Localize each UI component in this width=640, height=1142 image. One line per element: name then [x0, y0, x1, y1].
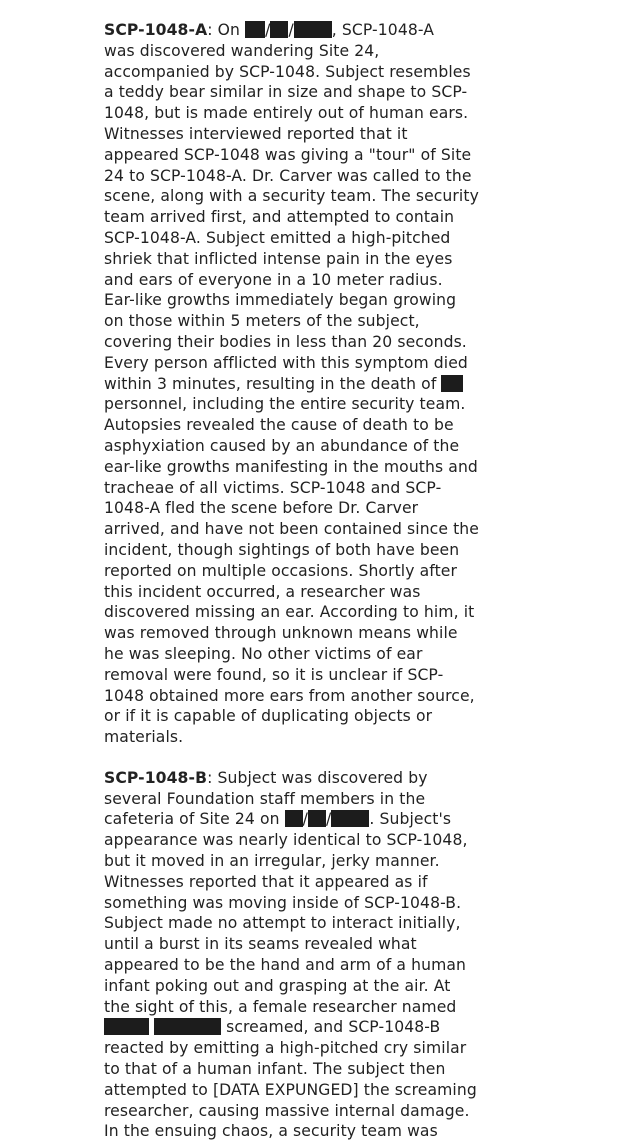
text-run: but it moved in an irregular, jerky manner.: [104, 852, 440, 871]
text-line: [104, 789, 484, 810]
text-line: [104, 415, 484, 436]
text-run: Autopsies revealed the cause of death to be: [104, 416, 454, 435]
text-run: asphyxiation caused by an abundance of the: [104, 436, 460, 455]
redaction-bar: [441, 375, 463, 392]
text-run: personnel, including the entire security team.: [104, 395, 466, 414]
text-line: [104, 686, 484, 707]
text-line: [104, 20, 484, 41]
document-page: [104, 20, 484, 1142]
text-run: he was sleeping. No other victims of ear: [104, 644, 423, 663]
text-run: or if it is capable of duplicating objects or: [104, 707, 433, 726]
text-run: removal were found, so it is unclear if SCP-: [104, 665, 444, 684]
entry-label: SCP-1048-B: [104, 768, 208, 787]
text-run: ear-like growths manifesting in the mouths and: [104, 457, 478, 476]
text-run: shriek that inflicted intense pain in the eyes: [104, 249, 453, 268]
redaction-bar: [294, 21, 332, 38]
text-line: [104, 498, 484, 519]
text-run: 1048-A fled the scene before Dr. Carver: [104, 499, 419, 518]
text-line: [104, 124, 484, 145]
text-run: reacted by emitting a high-pitched cry similar: [104, 1039, 467, 1058]
text-run: reported on multiple occasions. Shortly after: [104, 561, 458, 580]
redaction-bar: [154, 1018, 221, 1035]
text-run: Witnesses interviewed reported that it: [104, 124, 408, 143]
text-line: [104, 706, 484, 727]
text-line: [104, 478, 484, 499]
text-run: and ears of everyone in a 10 meter radius.: [104, 270, 443, 289]
text-line: [104, 332, 484, 353]
text-line: [104, 207, 484, 228]
text-line: [104, 893, 484, 914]
text-run: until a burst in its seams revealed what: [104, 935, 417, 954]
text-run: this incident occurred, a researcher was: [104, 582, 421, 601]
text-run: researcher, causing massive internal damage.: [104, 1101, 470, 1120]
text-line: [104, 623, 484, 644]
entries-container: [104, 20, 484, 1142]
text-run: . Subject's: [369, 810, 452, 829]
text-run: appeared SCP-1048 was giving a "tour" of Site: [104, 145, 472, 164]
text-line: [104, 830, 484, 851]
text-run: screamed, and SCP-1048-B: [221, 1018, 441, 1037]
text-run: infant poking out and grasping at the air. At: [104, 976, 451, 995]
text-line: [104, 809, 484, 830]
text-run: several Foundation staff members in the: [104, 789, 426, 808]
text-line: [104, 290, 484, 311]
text-run: /: [265, 21, 271, 39]
text-line: [104, 82, 484, 103]
text-run: In the ensuing chaos, a security team was: [104, 1122, 438, 1141]
text-run: : On: [207, 21, 246, 39]
text-run: /: [326, 810, 332, 829]
text-run: /: [288, 21, 294, 39]
text-run: within 3 minutes, resulting in the death of: [104, 374, 442, 393]
text-line: [104, 561, 484, 582]
text-run: : Subject was discovered by: [207, 768, 428, 787]
text-run: arrived, and have not been contained since the: [104, 520, 479, 539]
text-run: appeared to be the hand and arm of a human: [104, 956, 467, 975]
entry-paragraph: [104, 20, 484, 748]
text-line: [104, 41, 484, 62]
entry-paragraph: [104, 768, 484, 1142]
text-run: discovered missing an ear. According to him, it: [104, 603, 475, 622]
text-run: , SCP-1048-A: [331, 21, 435, 39]
text-line: [104, 1121, 484, 1142]
redaction-bar: [104, 1018, 149, 1035]
text-line: [104, 1101, 484, 1122]
text-line: [104, 1017, 484, 1038]
text-run: on those within 5 meters of the subject,: [104, 312, 420, 331]
text-run: Subject made no attempt to interact initially,: [104, 914, 461, 933]
text-line: [104, 934, 484, 955]
text-line: [104, 582, 484, 603]
text-run: Ear-like growths immediately began growing: [104, 291, 457, 310]
text-run: scene, along with a security team. The security: [104, 187, 479, 206]
text-line: [104, 1080, 484, 1101]
text-run: a teddy bear similar in size and shape to SCP-: [104, 83, 468, 102]
text-line: [104, 768, 484, 789]
text-line: [104, 145, 484, 166]
text-run: accompanied by SCP-1048. Subject resembles: [104, 62, 471, 81]
text-line: [104, 166, 484, 187]
text-run: cafeteria of Site 24 on: [104, 810, 285, 829]
text-line: [104, 270, 484, 291]
text-line: [104, 457, 484, 478]
text-line: [104, 955, 484, 976]
text-run: /: [302, 810, 308, 829]
text-line: [104, 540, 484, 561]
text-line: [104, 228, 484, 249]
text-run: Every person afflicted with this symptom died: [104, 353, 468, 372]
text-run: appearance was nearly identical to SCP-1048,: [104, 831, 468, 850]
text-line: [104, 1059, 484, 1080]
text-run: 24 to SCP-1048-A. Dr. Carver was called to the: [104, 166, 472, 185]
redaction-bar: [245, 21, 265, 38]
text-run: materials.: [104, 728, 184, 747]
redaction-bar: [285, 810, 303, 827]
text-run: to that of a human infant. The subject then: [104, 1060, 446, 1079]
text-run: the sight of this, a female researcher named: [104, 997, 457, 1016]
text-line: [104, 976, 484, 997]
redaction-bar: [308, 810, 326, 827]
text-run: something was moving inside of SCP-1048-B.: [104, 893, 462, 912]
text-line: [104, 103, 484, 124]
text-line: [104, 249, 484, 270]
text-run: team arrived first, and attempted to contain: [104, 208, 455, 227]
text-line: [104, 353, 484, 374]
entry-label: SCP-1048-A: [104, 21, 208, 39]
text-line: [104, 436, 484, 457]
text-line: [104, 602, 484, 623]
text-run: incident, though sightings of both have been: [104, 540, 460, 559]
text-run: was discovered wandering Site 24,: [104, 41, 380, 60]
text-run: SCP-1048-A. Subject emitted a high-pitched: [104, 228, 451, 247]
text-run: tracheae of all victims. SCP-1048 and SCP-: [104, 478, 442, 497]
text-line: [104, 665, 484, 686]
text-line: [104, 186, 484, 207]
text-line: [104, 644, 484, 665]
text-line: [104, 997, 484, 1018]
text-line: [104, 374, 484, 395]
text-run: covering their bodies in less than 20 seconds.: [104, 332, 467, 351]
text-line: [104, 851, 484, 872]
text-run: 1048, but is made entirely out of human ears.: [104, 104, 469, 123]
text-line: [104, 1038, 484, 1059]
redaction-bar: [331, 810, 369, 827]
text-run: Witnesses reported that it appeared as if: [104, 872, 428, 891]
text-line: [104, 913, 484, 934]
text-line: [104, 872, 484, 893]
text-line: [104, 519, 484, 540]
text-run: attempted to [DATA EXPUNGED] the screaming: [104, 1080, 477, 1099]
text-run: 1048 obtained more ears from another source,: [104, 686, 475, 705]
text-line: [104, 727, 484, 748]
redaction-bar: [270, 21, 288, 38]
text-run: was removed through unknown means while: [104, 624, 458, 643]
text-line: [104, 394, 484, 415]
text-line: [104, 62, 484, 83]
text-line: [104, 311, 484, 332]
